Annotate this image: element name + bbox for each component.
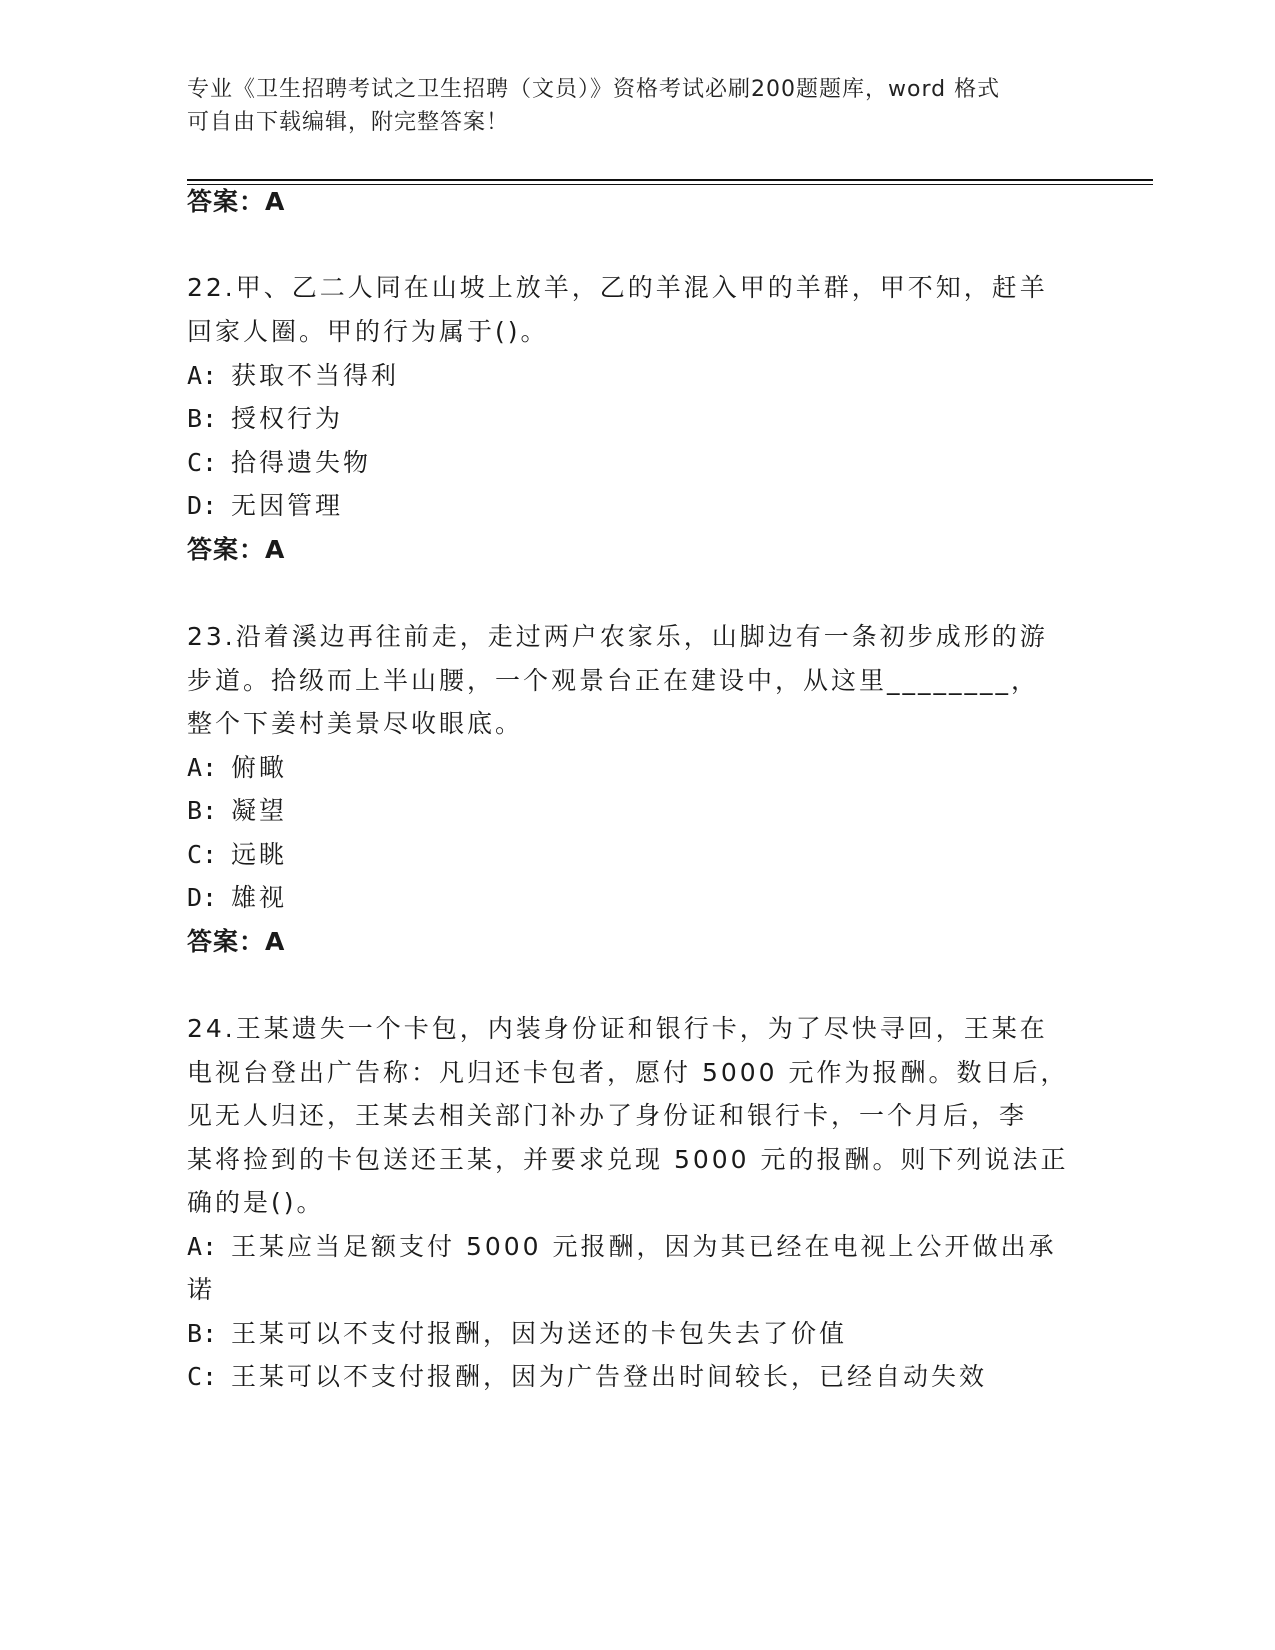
- question-23-answer: 答案：A: [187, 927, 286, 956]
- option-text: 无因管理: [231, 491, 344, 520]
- option-text: 凝望: [231, 796, 288, 825]
- question-22-answer: 答案：A: [187, 535, 286, 564]
- question-22-option-a: [187, 361, 399, 391]
- question-24-option-b: [187, 1319, 847, 1349]
- question-24-text-line-5: 确的是()。: [187, 1188, 325, 1217]
- question-24-text-line-3: 见无人归还，王某去相关部门补办了身份证和银行卡，一个月后，李: [187, 1101, 1028, 1130]
- option-label: C:: [187, 448, 218, 477]
- option-label: B:: [187, 796, 218, 825]
- answer-label: 答案：A: [187, 187, 286, 216]
- option-label: D:: [187, 883, 218, 912]
- header-divider-thin: [187, 184, 1153, 185]
- option-label: A:: [187, 361, 218, 390]
- option-text: 授权行为: [231, 404, 344, 433]
- question-24-text-line-1: 24.王某遗失一个卡包，内装身份证和银行卡，为了尽快寻回，王某在: [187, 1014, 1048, 1043]
- question-24-text-line-4: 某将捡到的卡包送还王某，并要求兑现 5000 元的报酬。则下列说法正: [187, 1145, 1069, 1174]
- header-line-2: 可自由下载编辑，附完整答案！: [187, 110, 510, 135]
- question-23-text-line-2: 步道。拾级而上半山腰，一个观景台正在建设中，从这里________，: [187, 666, 1040, 695]
- option-text: 诺: [187, 1275, 216, 1304]
- option-label: C:: [187, 1362, 218, 1391]
- question-24-text-line-2: 电视台登出广告称：凡归还卡包者，愿付 5000 元作为报酬。数日后，: [187, 1058, 1069, 1087]
- option-text: 王某可以不支付报酬，因为送还的卡包失去了价值: [231, 1319, 848, 1348]
- option-text: 王某应当足额支付 5000 元报酬，因为其已经在电视上公开做出承: [231, 1232, 1057, 1261]
- option-text: 俯瞰: [231, 753, 288, 782]
- header-line-1: 专业《卫生招聘考试之卫生招聘（文员）》资格考试必刷200题题库，word 格式: [187, 77, 1001, 102]
- question-24-option-a: [187, 1232, 1057, 1262]
- document-header: [187, 73, 1067, 139]
- question-22-option-c: [187, 448, 371, 478]
- question-23-text-line-1: 23.沿着溪边再往前走，走过两户农家乐，山脚边有一条初步成形的游: [187, 622, 1048, 651]
- question-22-option-d: [187, 491, 343, 521]
- option-text: 获取不当得利: [231, 361, 400, 390]
- question-22-option-b: [187, 404, 343, 434]
- option-label: D:: [187, 491, 218, 520]
- option-label: A:: [187, 1232, 218, 1261]
- option-text: 王某可以不支付报酬，因为广告登出时间较长，已经自动失效: [231, 1362, 988, 1391]
- header-divider: [187, 179, 1153, 181]
- option-label: B:: [187, 404, 218, 433]
- question-23-option-c: [187, 840, 287, 870]
- option-text: 远眺: [231, 840, 288, 869]
- question-23-option-d: [187, 883, 287, 913]
- option-label: C:: [187, 840, 218, 869]
- question-24-option-a-continued: [187, 1275, 215, 1305]
- option-label: A:: [187, 753, 218, 782]
- question-22-text-line-1: 22.甲、乙二人同在山坡上放羊，乙的羊混入甲的羊群，甲不知，赶羊: [187, 273, 1048, 302]
- question-22-text-line-2: 回家人圈。甲的行为属于()。: [187, 317, 549, 346]
- question-23-option-b: [187, 796, 287, 826]
- option-label: B:: [187, 1319, 218, 1348]
- question-23-option-a: [187, 753, 287, 783]
- option-text: 拾得遗失物: [231, 448, 372, 477]
- question-24-option-c: [187, 1362, 987, 1392]
- option-text: 雄视: [231, 883, 288, 912]
- question-23-text-line-3: 整个下姜村美景尽收眼底。: [187, 709, 524, 738]
